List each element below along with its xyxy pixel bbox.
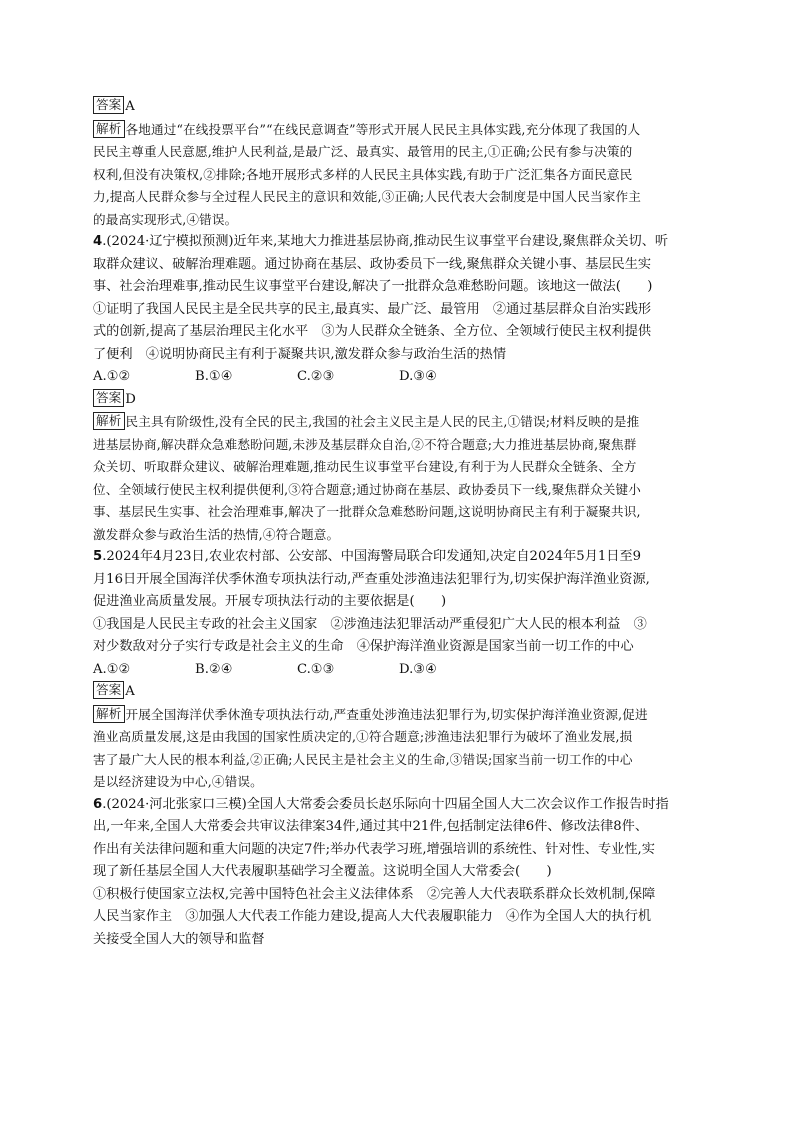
option-b: B.②④ bbox=[195, 661, 233, 677]
answer-line bbox=[93, 389, 705, 412]
question-stem-line: 促进渔业高质量发展。开展专项执法行动的主要依据是( ) bbox=[93, 594, 447, 609]
answer-value: A bbox=[125, 684, 135, 699]
analysis-line: 的最高实现形式,④错误。 bbox=[93, 211, 238, 227]
analysis-line: 事、基层民生实事、社会治理难事,解决了一批群众急难愁盼问题,这说明协商民主有利于凝聚共识, bbox=[93, 504, 641, 519]
analysis-line: 激发群众参与政治生活的热情,④符合题意。 bbox=[93, 526, 340, 542]
question-number: 6 bbox=[93, 796, 103, 812]
option-a: A.①② bbox=[93, 661, 131, 677]
question-6-stem: 6.(2024·河北张家口三模)全国人大常委会委员长赵乐际向十四届全国人大二次会议作工作报告时指 bbox=[93, 796, 669, 812]
analysis-line: 解析 开展全国海洋伏季休渔专项执法行动,严查重处涉渔违法犯罪行为,切实保护海洋渔业资源,促进 bbox=[93, 704, 705, 727]
statement-line: ①证明了我国人民民主是全民共享的民主,最真实、最广泛、最管用 ②通过基层群众自治实践形 bbox=[93, 301, 652, 317]
analysis-line: 解析 民主具有阶级性,没有全民的民主,我国的社会主义民主是人民的民主,①错误;材料反映的是推 bbox=[93, 411, 705, 434]
statement-line: 式的创新,提高了基层治理民主化水平 ③为人民群众全链条、全方位、全领域行使民主权利提供 bbox=[93, 324, 652, 339]
option-a: A.①② bbox=[93, 369, 131, 384]
question-4-stem: 4.(2024·辽宁模拟预测)近年来,某地大力推进基层协商,推动民生议事堂平台建设,聚焦群众关切、听 bbox=[93, 234, 669, 249]
statement-line: ①我国是人民民主专政的社会主义国家 ②涉渔违法犯罪活动严重侵犯广大人民的根本利益 ③ bbox=[93, 616, 647, 632]
statement-line: 关接受全国人大的领导和监督 bbox=[93, 931, 265, 947]
analysis-line: 渔业高质量发展,这是由我国的国家性质决定的,①符合题意;涉渔违法犯罪行为破坏了渔业发展,损 bbox=[93, 729, 633, 744]
answer-line bbox=[93, 96, 705, 119]
question-5-stem: 5.2024年4月23日,农业农村部、公安部、中国海警局联合印发通知,决定自2024年5月1日至9 bbox=[93, 549, 642, 564]
analysis-line: 权利,但没有决策权,②排除;各地开展形式多样的人民民主具体实践,有助于广泛汇集各方面民意民 bbox=[93, 166, 633, 182]
analysis-tag: 解析 bbox=[93, 705, 125, 723]
answer-tag: 答案 bbox=[93, 681, 124, 699]
analysis-line: 位、全领域行使民主权利提供便利,③符合题意;通过协商在基层、政协委员下一线,聚焦群众关键小 bbox=[93, 481, 641, 497]
analysis-line: 进基层协商,解决群众急难愁盼问题,未涉及基层群众自治,②不符合题意;大力推进基层协商,聚焦群 bbox=[93, 436, 637, 452]
statement-line: 人民当家作主 ③加强人大代表工作能力建设,提高人大代表履职能力 ④作为全国人大的执行机 bbox=[93, 909, 652, 924]
statement-line: ①积极行使国家立法权,完善中国特色社会主义法律体系 ②完善人大代表联系群众长效机制,保障 bbox=[93, 886, 656, 902]
question-number: 5 bbox=[93, 549, 103, 564]
analysis-tag: 解析 bbox=[93, 120, 125, 138]
answer-tag: 答案 bbox=[93, 96, 124, 114]
question-stem-line: 出,一年来,全国人大常委会共审议法律案34件,通过其中21件,包括制定法律6件、修改法律8件、 bbox=[93, 819, 649, 834]
question-stem-line: 事、社会治理难事,推动民生议事堂平台建设,解决了一批群众急难愁盼问题。该地这一做法( ) bbox=[93, 279, 653, 294]
analysis-tag: 解析 bbox=[93, 412, 125, 430]
analysis-line: 众关切、听取群众建议、破解治理难题,推动民生议事堂平台建设,有利于为人民群众全链条、全方 bbox=[93, 459, 637, 474]
answer-tag: 答案 bbox=[93, 389, 124, 407]
answer-line bbox=[93, 681, 705, 704]
options-row bbox=[93, 366, 705, 389]
statement-line: 对少数敌对分子实行专政是社会主义的生命 ④保护海洋渔业资源是国家当前一切工作的中心 bbox=[93, 639, 634, 654]
option-d: D.③④ bbox=[399, 369, 437, 384]
analysis-line: 解析 各地通过“在线投票平台”“在线民意调查”等形式开展人民民主具体实践,充分体现了我国的人 bbox=[93, 119, 705, 142]
option-c: C.①③ bbox=[297, 661, 335, 677]
question-source: .(2024·河北张家口三模) bbox=[102, 796, 247, 812]
question-stem-line: 作出有关法律问题和重大问题的决定7件;举办代表学习班,增强培训的系统性、针对性、专业性,实 bbox=[93, 841, 655, 857]
answer-value: D bbox=[125, 391, 136, 407]
question-stem-line: 取群众建议、破解治理难题。通过协商在基层、政协委员下一线,聚焦群众关键小事、基层民生实 bbox=[93, 256, 652, 272]
question-stem-line: 现了新任基层全国人大代表履职基础学习全覆盖。这说明全国人大常委会( ) bbox=[93, 864, 552, 879]
analysis-line: 力,提高人民群众参与全过程人民民主的意识和效能,③正确;人民代表大会制度是中国人民当家作主 bbox=[93, 189, 641, 204]
document-page bbox=[93, 96, 705, 951]
analysis-line: 是以经济建设为中心,④错误。 bbox=[93, 774, 263, 789]
option-d: D.③④ bbox=[399, 661, 437, 677]
question-source: .(2024·辽宁模拟预测) bbox=[102, 234, 234, 249]
statement-line: 了便利 ④说明协商民主有利于凝聚共识,激发群众参与政治生活的热情 bbox=[93, 346, 507, 362]
options-row bbox=[93, 659, 705, 682]
option-c: C.②③ bbox=[297, 369, 335, 384]
analysis-line: 害了最广大人民的根本利益,②正确;人民民主是社会主义的生命,③错误;国家当前一切工作的中心 bbox=[93, 751, 633, 767]
option-b: B.①④ bbox=[195, 369, 233, 384]
question-number: 4 bbox=[93, 234, 103, 249]
question-stem-line: 月16日开展全国海洋伏季休渔专项执法行动,严查重处涉渔违法犯罪行为,切实保护海洋渔业资源, bbox=[93, 571, 650, 587]
answer-value: A bbox=[125, 99, 135, 114]
analysis-line: 民民主尊重人民意愿,维护人民利益,是最广泛、最真实、最管用的民主,①正确;公民有参与决策的 bbox=[93, 144, 633, 159]
